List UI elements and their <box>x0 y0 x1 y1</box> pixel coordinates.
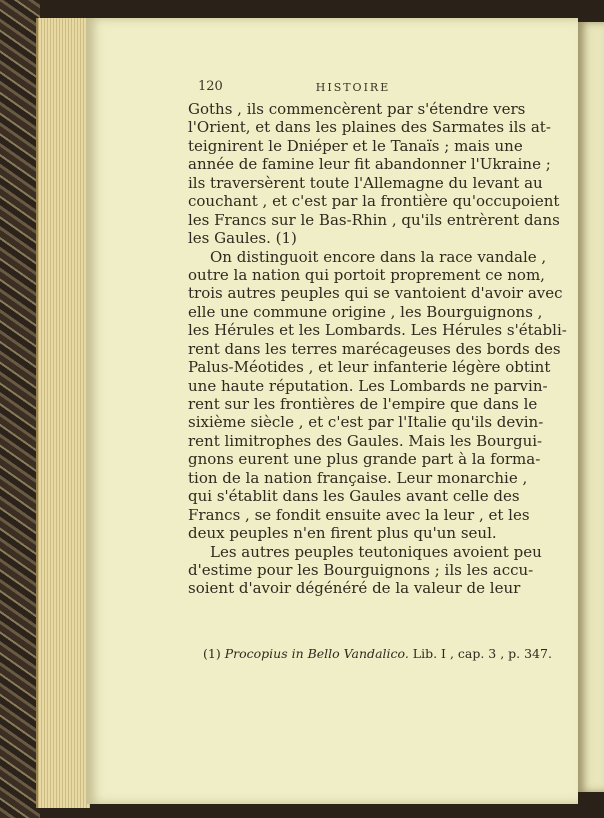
text-line: rent sur les frontières de l'empire que dans le <box>188 395 538 413</box>
text-line: ils traversèrent toute l'Allemagne du levant au <box>188 173 543 192</box>
text-line: les Francs sur le Bas-Rhin , qu'ils entrèrent dans <box>188 210 560 229</box>
text-line: qui s'établit dans les Gaules avant celle des <box>188 487 520 506</box>
text-line: elle une commune origine , les Bourguignons , <box>188 302 543 321</box>
text-line: Palus-Méotides , et leur infanterie légère obtint <box>188 358 551 377</box>
text-line: trois autres peuples qui se vantoient d'avoir avec <box>188 284 563 303</box>
text-line: les Hérules et les Lombards. Les Hérules s'établi- <box>188 321 567 340</box>
text-line: rent dans les terres marécageuses des bords des <box>188 339 561 358</box>
text-line: teignirent le Dniéper et le Tanaïs ; mais une <box>188 136 523 155</box>
text-line: gnons eurent une plus grande part à la forma- <box>188 450 541 469</box>
text-line: année de famine leur fit abandonner l'Ukraine ; <box>188 155 551 174</box>
text-line: d'estime pour les Bourguignons ; ils les accu- <box>188 560 534 579</box>
text-line: outre la nation qui portoit proprement ce nom, <box>188 265 545 284</box>
text-line: Francs , se fondit ensuite avec la leur , et les <box>188 505 530 524</box>
body-text <box>188 100 567 598</box>
text-line: On distinguoit encore dans la race vandale , <box>210 247 547 266</box>
text-line: couchant , et c'est par la frontière qu'occupoient <box>188 192 560 211</box>
text-line: une haute réputation. Les Lombards ne parvin- <box>188 376 548 395</box>
footnote <box>203 646 552 661</box>
text-line: l'Orient, et dans les plaines des Sarmates ils at- <box>188 118 551 137</box>
text-line: les Gaules. (1) <box>188 229 297 248</box>
page-edges <box>36 18 90 808</box>
marbled-binding <box>0 0 40 818</box>
facing-page-edge <box>578 22 604 792</box>
running-title: HISTOIRE <box>315 81 391 94</box>
text-line: rent limitrophes des Gaules. Mais les Bourgui- <box>188 431 543 450</box>
footnote-reference: Lib. I , cap. 3 , p. 347. <box>412 646 552 661</box>
page-header <box>188 79 518 97</box>
text-line: sixième siècle , et c'est par l'Italie qu'ils devin- <box>188 413 544 432</box>
text-line: tion de la nation française. Leur monarchie , <box>188 468 528 487</box>
text-line: Les autres peuples teutoniques avoient peu <box>210 542 542 561</box>
page-number: 120 <box>198 79 223 94</box>
footnote-source: Procopius in Bello Vandalico. <box>224 646 409 661</box>
footnote-marker: (1) <box>203 646 221 661</box>
text-line: soient d'avoir dégénéré de la valeur de leur <box>188 579 521 598</box>
text-line: Goths , ils commencèrent par s'étendre vers <box>188 100 526 118</box>
text-line: deux peuples n'en firent plus qu'un seul. <box>188 524 497 543</box>
